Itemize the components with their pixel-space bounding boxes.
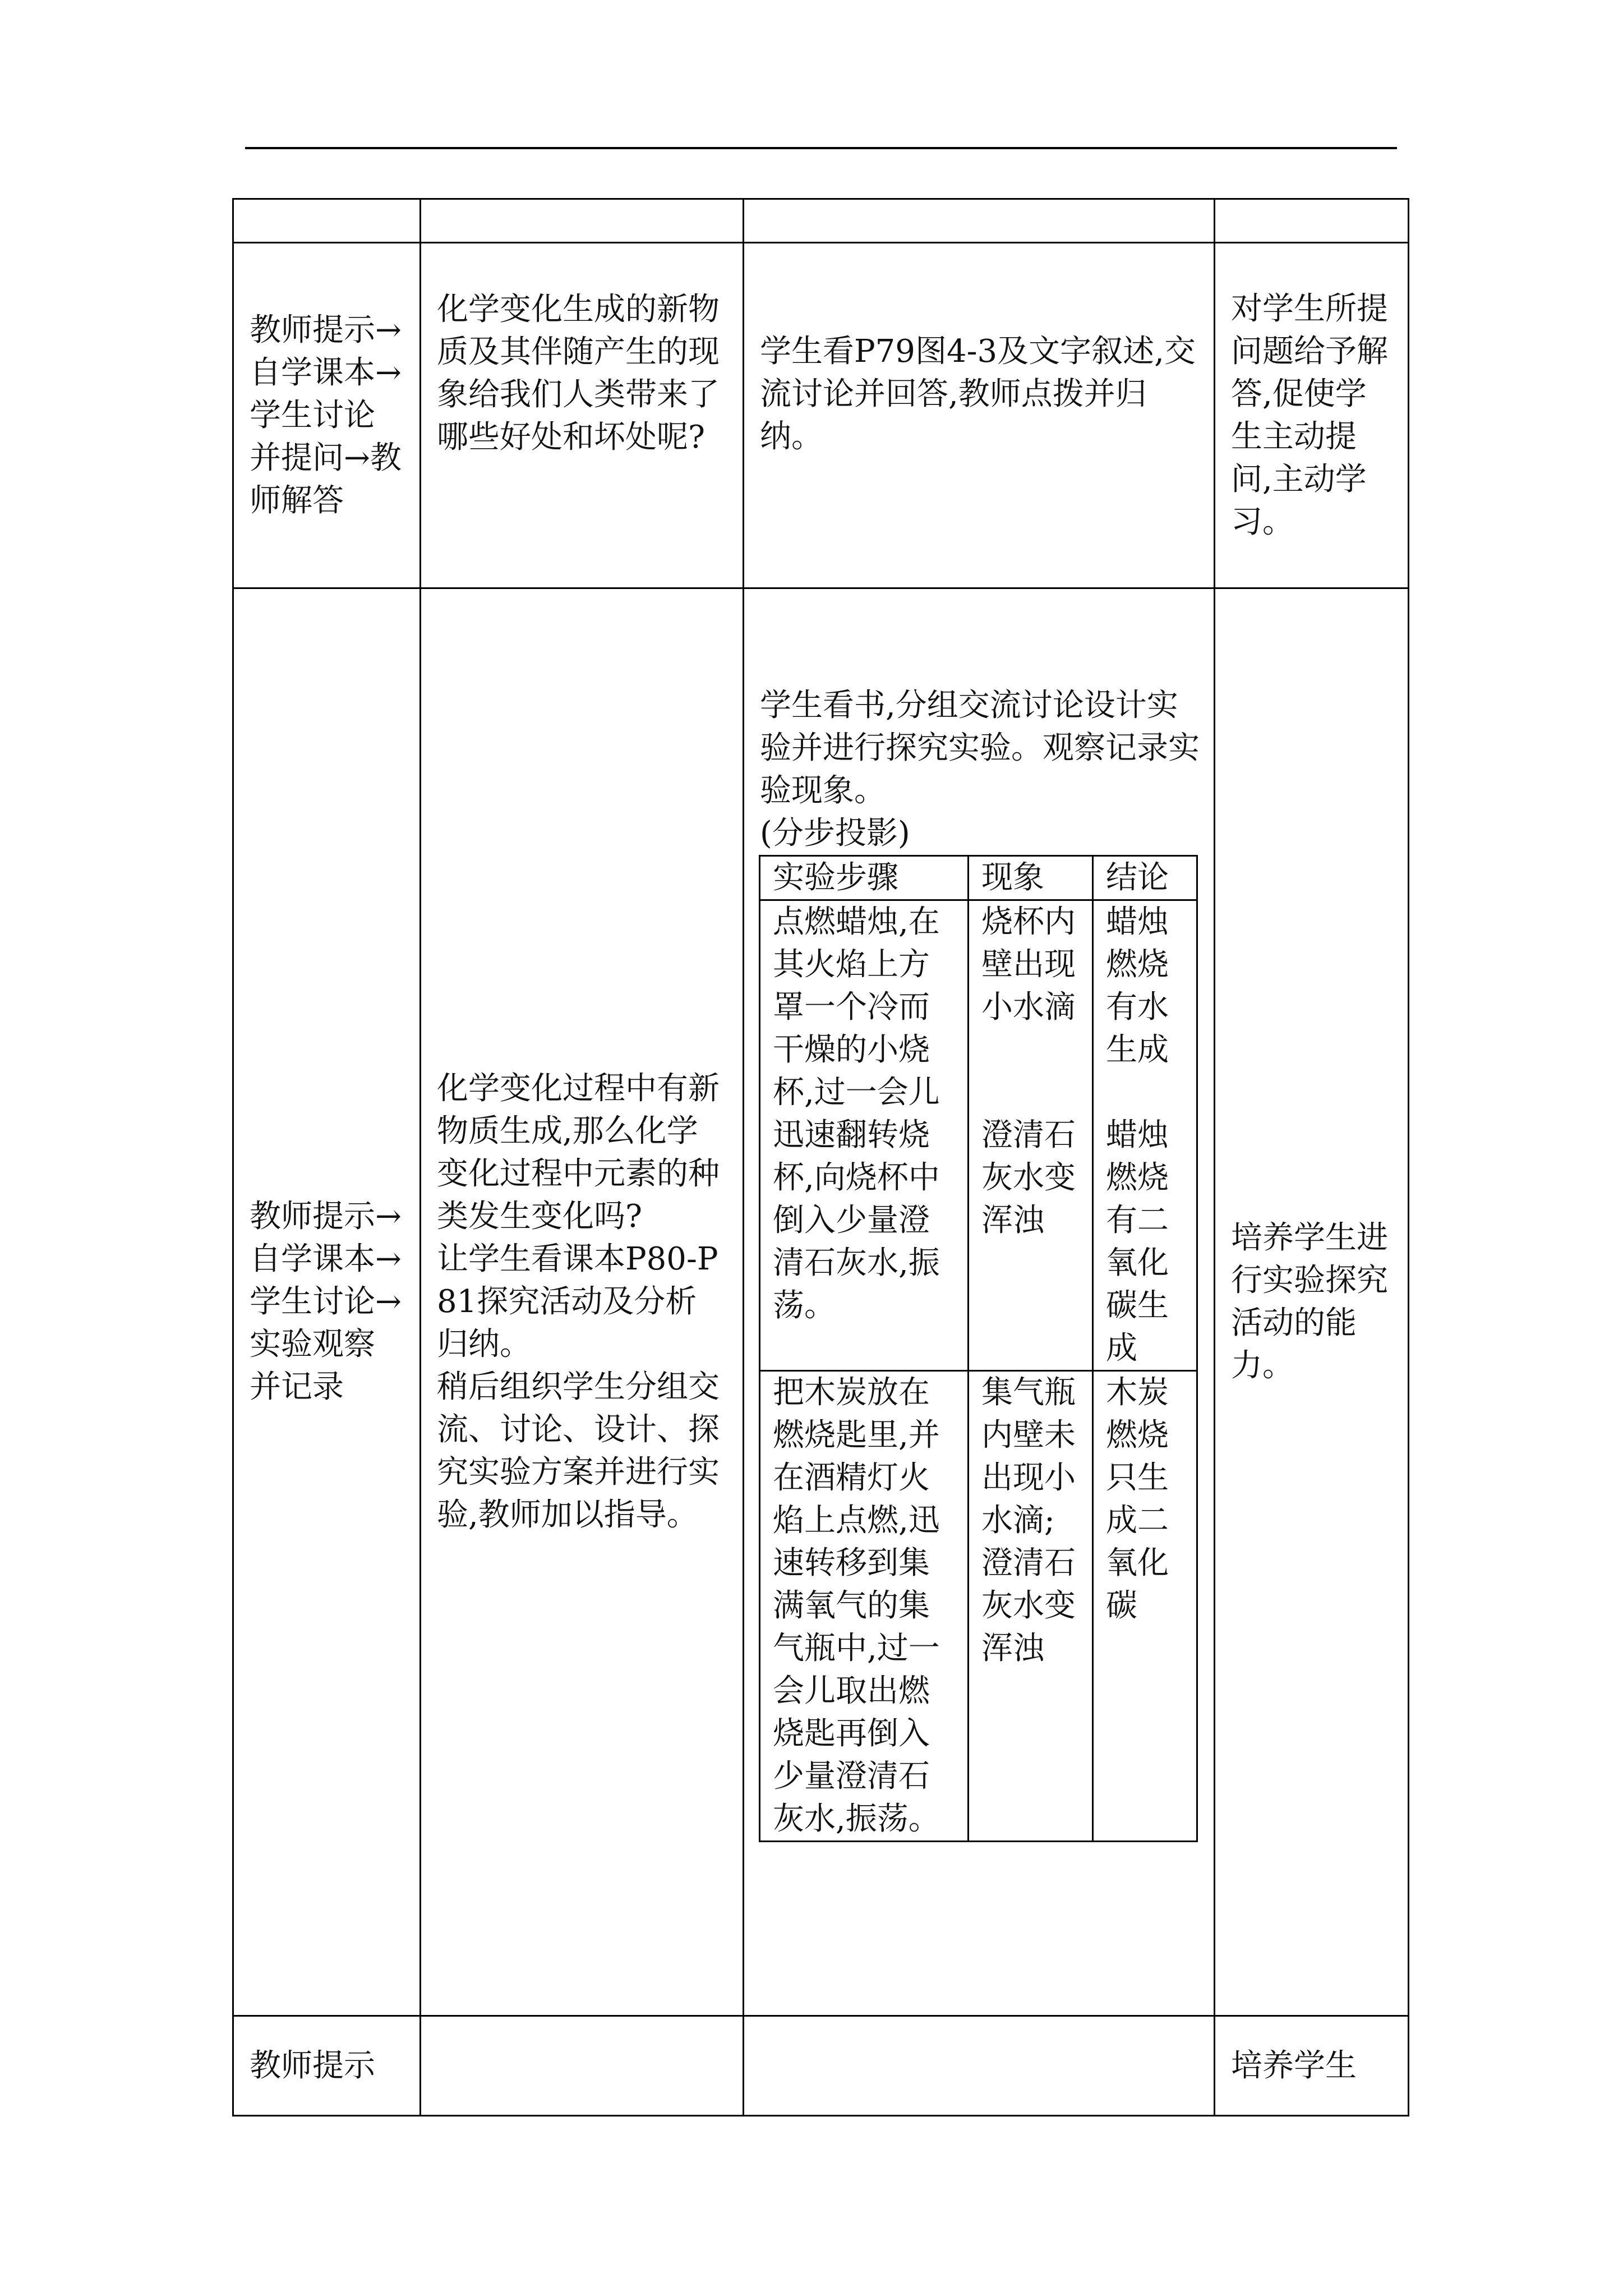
student-intro-text: 学生看书,分组交流讨论设计实验并进行探究实验。观察记录实验现象。 (分步投影) — [760, 687, 1200, 852]
experiment-table — [759, 855, 1198, 1842]
experiment-phenomenon — [969, 900, 1093, 1371]
experiment-conclusion: 木炭燃烧只生成二氧化碳 — [1093, 1371, 1197, 1842]
experiment-row — [760, 1371, 1197, 1842]
experiment-header-row — [760, 856, 1197, 900]
table-row — [233, 2016, 1409, 2116]
header-phenomenon: 现象 — [969, 856, 1093, 900]
header-conclusion: 结论 — [1093, 856, 1197, 900]
experiment-phenomenon: 集气瓶内壁未出现小水滴;澄清石灰水变浑浊 — [969, 1371, 1093, 1842]
student-activity-cell: 学生看P79图4-3及文字叙述,交流讨论并回答,教师点拨并归纳。 — [744, 243, 1215, 588]
table-row — [233, 199, 1409, 243]
method-cell — [233, 199, 421, 243]
design-intent-cell: 对学生所提问题给予解答,促使学生主动提问,主动学习。 — [1215, 243, 1409, 588]
design-intent-cell — [1215, 199, 1409, 243]
header-rule — [245, 147, 1397, 149]
experiment-step: 把木炭放在燃烧匙里,并在酒精灯火焰上点燃,迅速转移到集满氧气的集气瓶中,过一会儿取出燃烧匙再倒入少量澄清石灰水,振荡。 — [760, 1371, 969, 1842]
lesson-plan-table — [232, 198, 1409, 2116]
teacher-activity-cell — [421, 199, 744, 243]
student-activity-cell — [744, 2016, 1215, 2116]
phenomenon-part: 烧杯内壁出现小水滴 — [981, 904, 1076, 1025]
teacher-activity-cell — [421, 2016, 744, 2116]
teacher-activity-cell: 化学变化生成的新物质及其伴随产生的现象给我们人类带来了哪些好处和坏处呢? — [421, 243, 744, 588]
student-activity-cell — [744, 588, 1215, 2016]
phenomenon-part: 澄清石灰水变浑浊 — [981, 1117, 1076, 1239]
student-activity-cell — [744, 199, 1215, 243]
header-step: 实验步骤 — [760, 856, 969, 900]
experiment-conclusion — [1093, 900, 1197, 1371]
conclusion-part: 蜡烛燃烧有水生成 — [1106, 904, 1169, 1068]
method-cell: 教师提示→自学课本→学生讨论→实验观察并记录 — [233, 588, 421, 2016]
table-row — [233, 588, 1409, 2016]
experiment-step: 点燃蜡烛,在其火焰上方罩一个冷而干燥的小烧杯,过一会儿迅速翻转烧杯,向烧杯中倒入少量澄清石灰水,振荡。 — [760, 900, 969, 1371]
experiment-row — [760, 900, 1197, 1371]
design-intent-cell: 培养学生 — [1215, 2016, 1409, 2116]
conclusion-part: 蜡烛燃烧有二氧化碳生成 — [1106, 1117, 1169, 1366]
table-row — [233, 243, 1409, 588]
teacher-activity-cell: 化学变化过程中有新物质生成,那么化学变化过程中元素的种类发生变化吗? 让学生看课本P80-P81探究活动及分析归纳。 稍后组织学生分组交流、讨论、设计、探究实验方案并进行实验,教师加以指导。 — [421, 588, 744, 2016]
method-cell: 教师提示→自学课本→学生讨论并提问→教师解答 — [233, 243, 421, 588]
method-cell: 教师提示 — [233, 2016, 421, 2116]
design-intent-cell: 培养学生进行实验探究活动的能力。 — [1215, 588, 1409, 2016]
